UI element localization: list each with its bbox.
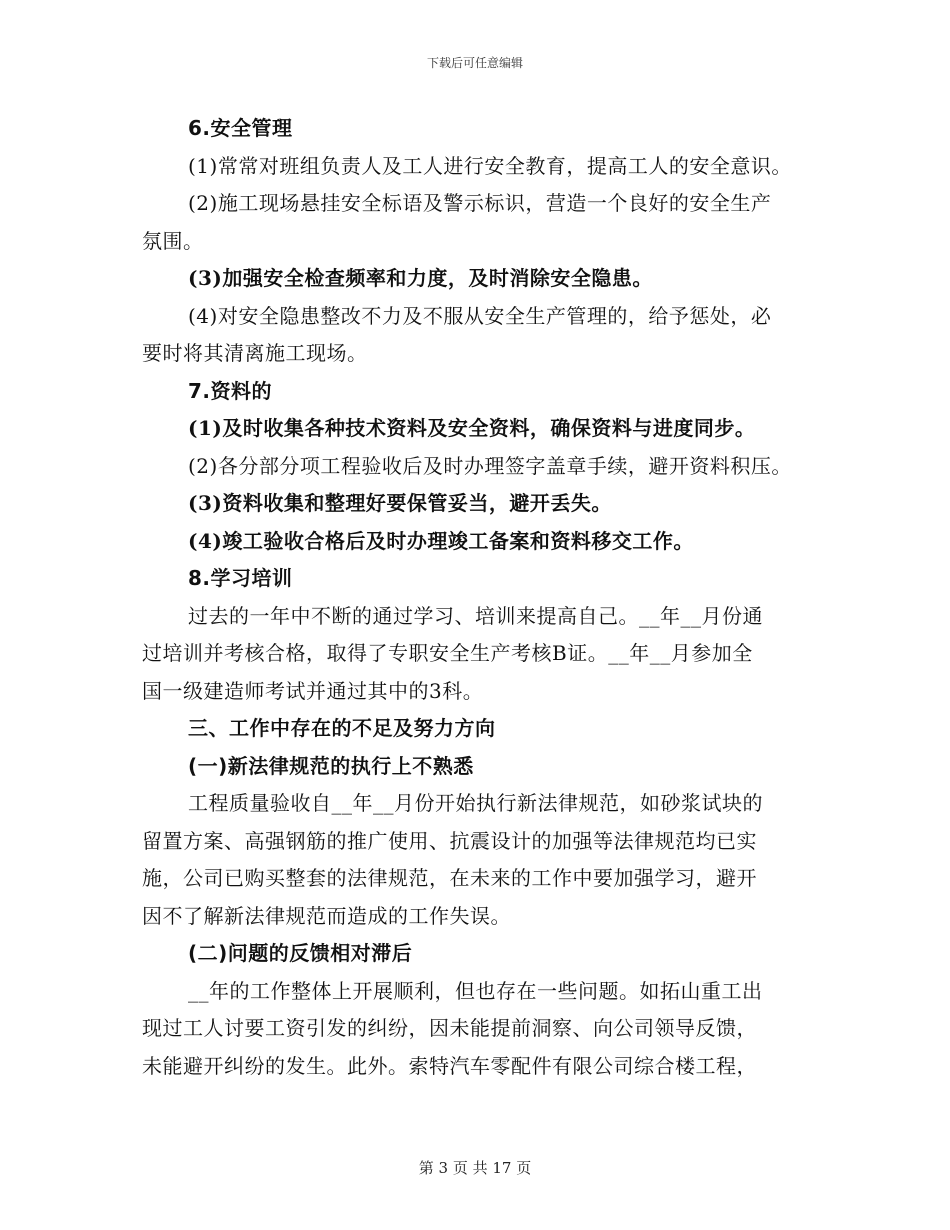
paragraph-line: (1)常常对班组负责人及工人进行安全教育，提高工人的安全意识。 — [188, 153, 792, 178]
section-heading-training: 8.学习培训 — [188, 566, 293, 590]
section-heading-documents: 7.资料的 — [188, 378, 273, 403]
paragraph-line-bold: (3)资料收集和整理好要保管妥当，避开丢失。 — [188, 491, 612, 515]
paragraph-line: 过去的一年中不断的通过学习、培训来提高自己。__年__月份通 — [188, 603, 763, 628]
paragraph-line: 现过工人讨要工资引发的纠纷，因未能提前洞察、向公司领导反馈， — [142, 1016, 757, 1040]
paragraph-line: 过培训并考核合格，取得了专职安全生产考核B证。__年__月参加全 — [142, 641, 753, 665]
section-heading-shortcomings: 三、工作中存在的不足及努力方向 — [188, 716, 496, 740]
paragraph-line: 留置方案、高强钢筋的推广使用、抗震设计的加强等法律规范均已实 — [142, 828, 757, 853]
document-body — [142, 110, 810, 1085]
paragraph-line-bold: (3)加强安全检查频率和力度，及时消除安全隐患。 — [188, 266, 653, 290]
page-header-note: 下载后可任意编辑 — [426, 56, 523, 70]
section-heading-safety: 6.安全管理 — [188, 116, 293, 140]
paragraph-line: (4)对安全隐患整改不力及不服从安全生产管理的，给予惩处，必 — [188, 303, 772, 328]
paragraph-line: (2)各分部分项工程验收后及时办理签字盖章手续，避开资料积压。 — [188, 453, 792, 478]
paragraph-line-bold: (4)竣工验收合格后及时办理竣工备案和资料移交工作。 — [188, 528, 694, 553]
paragraph-line: (2)施工现场悬挂安全标语及警示标识，营造一个良好的安全生产 — [188, 191, 772, 215]
subsection-heading-feedback: (二)问题的反馈相对滞后 — [188, 941, 413, 965]
paragraph-line: 要时将其清离施工现场。 — [142, 341, 368, 365]
paragraph-line: 工程质量验收自__年__月份开始执行新法律规范，如砂浆试块的 — [188, 791, 763, 815]
page-number: 第 3 页 共 17 页 — [418, 1159, 532, 1177]
subsection-heading-regulations: (一)新法律规范的执行上不熟悉 — [188, 753, 474, 778]
paragraph-line: 国一级建造师考试并通过其中的3科。 — [142, 678, 484, 703]
paragraph-line: __年的工作整体上开展顺利，但也存在一些问题。如拓山重工出 — [188, 978, 763, 1003]
paragraph-line-bold: (1)及时收集各种技术资料及安全资料，确保资料与进度同步。 — [188, 416, 756, 440]
paragraph-line: 氛围。 — [142, 228, 204, 253]
paragraph-line: 施，公司已购买整套的法律规范，在未来的工作中要加强学习，避开 — [142, 866, 757, 890]
paragraph-line: 因不了解新法律规范而造成的工作失误。 — [142, 903, 511, 928]
paragraph-line: 未能避开纠纷的发生。此外。索特汽车零配件有限公司综合楼工程， — [142, 1053, 757, 1078]
